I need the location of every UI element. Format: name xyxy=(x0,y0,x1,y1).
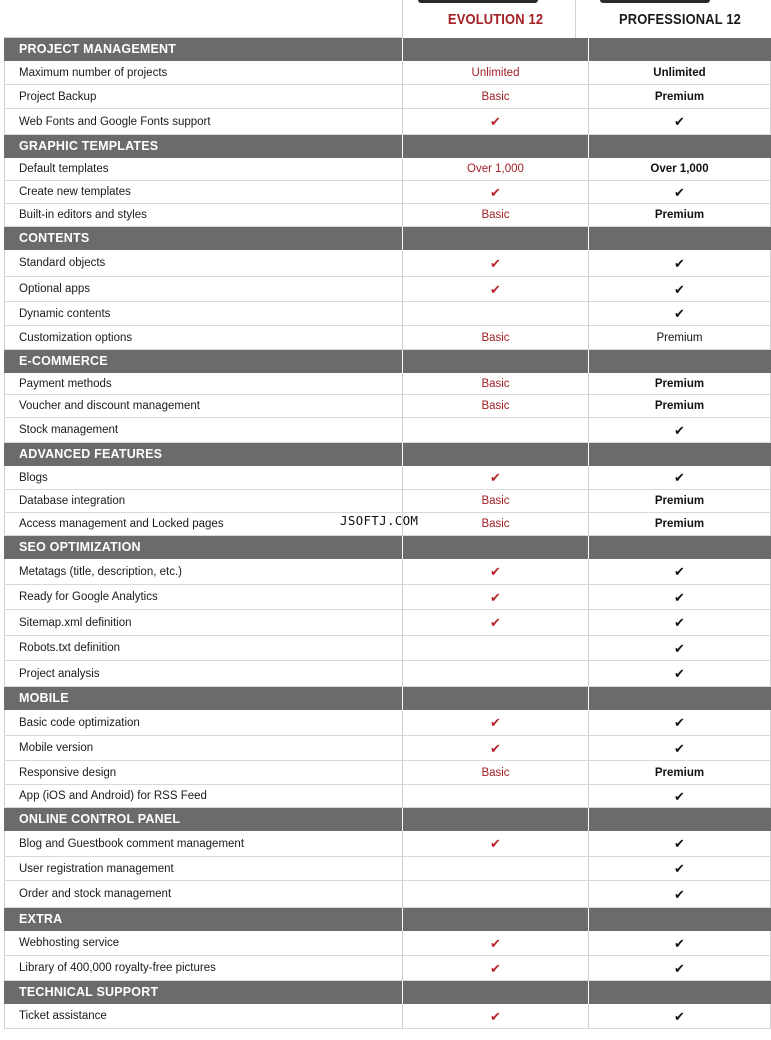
feature-label: Project Backup xyxy=(4,85,403,108)
feature-label: Database integration xyxy=(4,490,403,512)
table-row xyxy=(4,610,771,636)
section-header xyxy=(4,808,771,831)
evolution-cell xyxy=(403,831,589,856)
evolution-cell xyxy=(403,250,589,276)
header-evolution-label: EVOLUTION 12 xyxy=(447,10,544,28)
professional-cell xyxy=(589,513,771,535)
professional-cell xyxy=(589,158,771,180)
professional-value: Premium xyxy=(654,90,705,103)
feature-label: Sitemap.xml definition xyxy=(4,610,403,635)
evolution-cell xyxy=(403,610,589,635)
feature-label: Webhosting service xyxy=(4,931,403,955)
feature-label: Metatags (title, description, etc.) xyxy=(4,559,403,584)
evolution-cell xyxy=(403,373,589,394)
evolution-cell xyxy=(403,158,589,180)
evolution-cell xyxy=(403,956,589,980)
feature-label: Order and stock management xyxy=(4,881,403,907)
professional-cell xyxy=(589,61,771,84)
professional-cell xyxy=(589,710,771,735)
professional-cell xyxy=(589,761,771,784)
professional-value: Premium xyxy=(656,331,703,344)
check-icon: ✔ xyxy=(674,740,685,756)
evolution-cell xyxy=(403,326,589,349)
check-icon: ✔ xyxy=(674,715,685,730)
professional-cell xyxy=(589,277,771,301)
evolution-cell xyxy=(403,204,589,226)
table-row xyxy=(4,881,771,908)
table-header xyxy=(4,0,771,38)
check-icon: ✔ xyxy=(674,666,685,681)
check-icon: ✔ xyxy=(490,740,501,756)
table-row xyxy=(4,559,771,585)
feature-label: Library of 400,000 royalty-free pictures xyxy=(4,956,403,980)
section-title: SEO OPTIMIZATION xyxy=(4,536,403,559)
evolution-value: Unlimited xyxy=(471,66,520,79)
watermark: JSOFTJ.COM xyxy=(340,513,419,528)
check-icon: ✔ xyxy=(674,306,685,321)
feature-label: Create new templates xyxy=(4,181,403,203)
check-icon: ✔ xyxy=(674,615,685,630)
table-row xyxy=(4,181,771,204)
table-row xyxy=(4,636,771,661)
check-icon: ✔ xyxy=(490,255,501,271)
evolution-cell xyxy=(403,585,589,609)
check-icon: ✔ xyxy=(674,589,685,605)
evolution-value: Basic xyxy=(481,377,510,390)
professional-cell xyxy=(589,636,771,660)
evolution-value: Basic xyxy=(481,518,510,530)
check-icon: ✔ xyxy=(490,960,501,976)
evolution-cell xyxy=(403,181,589,203)
evolution-cell xyxy=(403,761,589,784)
table-row xyxy=(4,710,771,736)
professional-cell xyxy=(589,559,771,584)
evolution-cell xyxy=(403,109,589,134)
feature-label: Web Fonts and Google Fonts support xyxy=(4,109,403,134)
check-icon: ✔ xyxy=(490,564,501,579)
evolution-cell xyxy=(403,881,589,907)
evolution-value: Basic xyxy=(481,400,510,412)
professional-cell xyxy=(589,466,771,489)
feature-label: Blog and Guestbook comment management xyxy=(4,831,403,856)
feature-label: Mobile version xyxy=(4,736,403,760)
section-title: EXTRA xyxy=(4,908,403,931)
table-row xyxy=(4,395,771,418)
section-title: ONLINE CONTROL PANEL xyxy=(4,808,403,831)
section-professional-cell xyxy=(589,443,771,466)
professional-value: Premium xyxy=(654,377,705,390)
table-row xyxy=(4,302,771,326)
check-icon: ✔ xyxy=(674,886,685,902)
feature-label: App (iOS and Android) for RSS Feed xyxy=(4,785,403,807)
section-evolution-cell xyxy=(403,227,589,250)
professional-cell xyxy=(589,395,771,417)
professional-value: Unlimited xyxy=(653,66,706,79)
check-icon: ✔ xyxy=(674,960,685,976)
professional-value: Premium xyxy=(654,209,705,221)
check-icon: ✔ xyxy=(674,114,685,129)
feature-label: Dynamic contents xyxy=(4,302,403,325)
feature-label: Access management and Locked pages xyxy=(4,513,403,535)
section-title: ADVANCED FEATURES xyxy=(4,443,403,466)
section-professional-cell xyxy=(589,536,771,559)
section-header xyxy=(4,981,771,1004)
professional-cell xyxy=(589,302,771,325)
feature-label: Project analysis xyxy=(4,661,403,686)
table-row xyxy=(4,85,771,109)
table-row xyxy=(4,956,771,981)
feature-label: Default templates xyxy=(4,158,403,180)
table-row xyxy=(4,326,771,350)
section-title: GRAPHIC TEMPLATES xyxy=(4,135,403,158)
evolution-cell xyxy=(403,785,589,807)
evolution-value: Basic xyxy=(481,331,510,344)
evolution-cell xyxy=(403,61,589,84)
professional-cell xyxy=(589,736,771,760)
check-icon: ✔ xyxy=(490,114,501,129)
check-icon: ✔ xyxy=(490,281,501,297)
section-professional-cell xyxy=(589,135,771,158)
table-row xyxy=(4,490,771,513)
section-evolution-cell xyxy=(403,536,589,559)
evolution-cell xyxy=(403,636,589,660)
check-icon: ✔ xyxy=(674,470,685,485)
table-row xyxy=(4,857,771,881)
check-icon: ✔ xyxy=(674,861,685,876)
check-icon: ✔ xyxy=(674,836,685,851)
professional-value: Over 1,000 xyxy=(650,163,709,175)
check-icon: ✔ xyxy=(490,589,501,605)
section-evolution-cell xyxy=(403,808,589,831)
check-icon: ✔ xyxy=(674,1008,685,1024)
evolution-cell xyxy=(403,1004,589,1028)
evolution-cell xyxy=(403,466,589,489)
section-header xyxy=(4,687,771,710)
check-icon: ✔ xyxy=(674,564,685,579)
feature-label: Voucher and discount management xyxy=(4,395,403,417)
evolution-value: Over 1,000 xyxy=(467,163,524,175)
check-icon: ✔ xyxy=(490,836,501,851)
section-evolution-cell xyxy=(403,981,589,1004)
evolution-cell xyxy=(403,931,589,955)
professional-cell xyxy=(589,250,771,276)
check-icon: ✔ xyxy=(674,184,685,200)
check-icon: ✔ xyxy=(674,281,685,297)
check-icon: ✔ xyxy=(490,935,501,951)
table-row xyxy=(4,785,771,808)
feature-label: Optional apps xyxy=(4,277,403,301)
section-professional-cell xyxy=(589,981,771,1004)
section-header xyxy=(4,350,771,373)
professional-cell xyxy=(589,931,771,955)
professional-cell xyxy=(589,610,771,635)
check-icon: ✔ xyxy=(674,935,685,951)
professional-cell xyxy=(589,585,771,609)
section-professional-cell xyxy=(589,38,771,61)
section-professional-cell xyxy=(589,908,771,931)
section-header xyxy=(4,38,771,61)
feature-label: Customization options xyxy=(4,326,403,349)
feature-label: Payment methods xyxy=(4,373,403,394)
section-evolution-cell xyxy=(403,38,589,61)
section-professional-cell xyxy=(589,350,771,373)
section-evolution-cell xyxy=(403,135,589,158)
feature-label: User registration management xyxy=(4,857,403,880)
check-icon: ✔ xyxy=(490,470,501,485)
evolution-cell xyxy=(403,302,589,325)
section-professional-cell xyxy=(589,227,771,250)
check-icon: ✔ xyxy=(490,715,501,730)
professional-cell xyxy=(589,418,771,442)
professional-cell xyxy=(589,181,771,203)
evolution-cell xyxy=(403,395,589,417)
table-row xyxy=(4,418,771,443)
evolution-cell xyxy=(403,513,589,535)
table-row xyxy=(4,277,771,302)
evolution-cell xyxy=(403,736,589,760)
table-row xyxy=(4,661,771,687)
professional-cell xyxy=(589,373,771,394)
table-row xyxy=(4,158,771,181)
table-row xyxy=(4,1004,771,1029)
feature-label: Basic code optimization xyxy=(4,710,403,735)
section-title: CONTENTS xyxy=(4,227,403,250)
professional-value: Premium xyxy=(654,495,705,507)
check-icon: ✔ xyxy=(674,788,685,804)
professional-cell xyxy=(589,109,771,134)
section-evolution-cell xyxy=(403,908,589,931)
check-icon: ✔ xyxy=(490,184,501,200)
section-header xyxy=(4,908,771,931)
professional-value: Premium xyxy=(654,518,705,530)
professional-cell xyxy=(589,1004,771,1028)
feature-label: Robots.txt definition xyxy=(4,636,403,660)
check-icon: ✔ xyxy=(490,615,501,630)
professional-cell xyxy=(589,881,771,907)
professional-cell xyxy=(589,490,771,512)
feature-label: Stock management xyxy=(4,418,403,442)
feature-label: Maximum number of projects xyxy=(4,61,403,84)
section-title: PROJECT MANAGEMENT xyxy=(4,38,403,61)
section-title: TECHNICAL SUPPORT xyxy=(4,981,403,1004)
section-header xyxy=(4,135,771,158)
table-row xyxy=(4,585,771,610)
section-title: E-COMMERCE xyxy=(4,350,403,373)
section-evolution-cell xyxy=(403,350,589,373)
section-evolution-cell xyxy=(403,443,589,466)
table-row xyxy=(4,373,771,395)
check-icon: ✔ xyxy=(490,1008,501,1024)
feature-label: Built-in editors and styles xyxy=(4,204,403,226)
feature-label: Ticket assistance xyxy=(4,1004,403,1028)
evolution-value: Basic xyxy=(481,209,510,221)
header-professional-label: PROFESSIONAL 12 xyxy=(618,10,742,28)
evolution-value: Basic xyxy=(481,495,510,507)
feature-label: Standard objects xyxy=(4,250,403,276)
professional-cell xyxy=(589,204,771,226)
section-header xyxy=(4,443,771,466)
table-row xyxy=(4,931,771,956)
professional-value: Premium xyxy=(654,400,705,412)
feature-label: Ready for Google Analytics xyxy=(4,585,403,609)
table-row xyxy=(4,109,771,135)
evolution-value: Basic xyxy=(481,766,510,779)
table-row xyxy=(4,761,771,785)
header-professional xyxy=(602,0,759,38)
section-professional-cell xyxy=(589,808,771,831)
table-row xyxy=(4,250,771,277)
feature-label: Blogs xyxy=(4,466,403,489)
professional-cell xyxy=(589,326,771,349)
section-header xyxy=(4,227,771,250)
professional-cell xyxy=(589,85,771,108)
professional-cell xyxy=(589,785,771,807)
section-header xyxy=(4,536,771,559)
evolution-cell xyxy=(403,85,589,108)
table-row xyxy=(4,61,771,85)
header-evolution xyxy=(416,0,576,38)
evolution-cell xyxy=(403,418,589,442)
evolution-cell xyxy=(403,710,589,735)
professional-cell xyxy=(589,857,771,880)
table-row xyxy=(4,466,771,490)
evolution-value: Basic xyxy=(481,90,510,103)
section-professional-cell xyxy=(589,687,771,710)
professional-value: Premium xyxy=(654,766,705,779)
professional-cell xyxy=(589,661,771,686)
check-icon: ✔ xyxy=(674,422,685,438)
check-icon: ✔ xyxy=(674,255,685,271)
evolution-cell xyxy=(403,559,589,584)
evolution-cell xyxy=(403,661,589,686)
evolution-cell xyxy=(403,857,589,880)
table-row xyxy=(4,831,771,857)
evolution-cell xyxy=(403,277,589,301)
header-feature-cell xyxy=(4,0,403,38)
professional-cell xyxy=(589,956,771,980)
professional-cell xyxy=(589,831,771,856)
table-row xyxy=(4,204,771,227)
table-body xyxy=(4,38,771,1029)
feature-label: Responsive design xyxy=(4,761,403,784)
check-icon: ✔ xyxy=(674,640,685,656)
table-row xyxy=(4,736,771,761)
section-title: MOBILE xyxy=(4,687,403,710)
evolution-cell xyxy=(403,490,589,512)
section-evolution-cell xyxy=(403,687,589,710)
